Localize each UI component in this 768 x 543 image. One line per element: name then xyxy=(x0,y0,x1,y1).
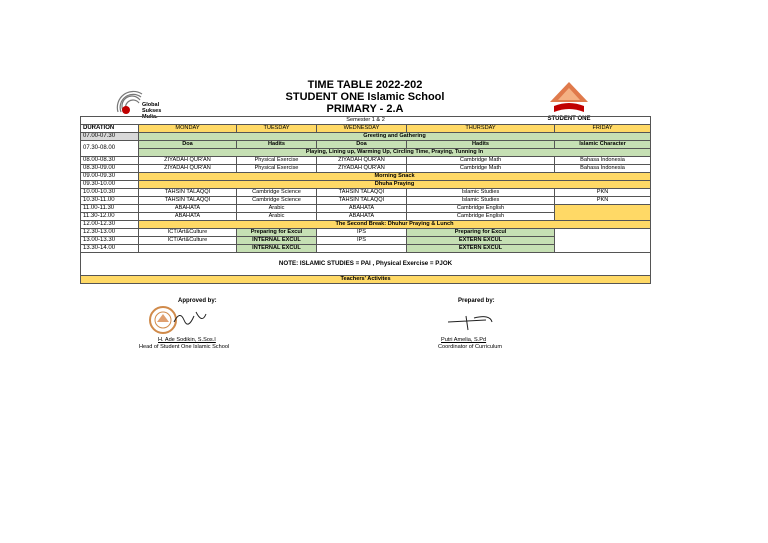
subject-cell: Cambridge English xyxy=(407,213,555,221)
subject-cell: ZIYADAH QUR'AN xyxy=(139,157,237,165)
head-name: H. Ade Sodikin, S.Sos.I xyxy=(158,337,216,343)
col-monday: MONDAY xyxy=(139,125,237,133)
subject-cell: ZIYADAH QUR'AN xyxy=(317,165,407,173)
activity-cell: Doa xyxy=(139,141,237,149)
subject-cell: ABAHATA xyxy=(317,205,407,213)
col-duration: DURATION xyxy=(81,125,139,133)
subject-cell: Physical Exercise xyxy=(237,157,317,165)
coordinator-name: Putri Amelia, S.Pd xyxy=(441,337,487,343)
header-row xyxy=(81,125,651,133)
subject-cell: Bahasa Indonesia xyxy=(555,165,651,173)
note-row xyxy=(81,253,651,276)
empty-friday-cell xyxy=(555,229,651,253)
excul-cell: Preparing for Excul xyxy=(237,229,317,237)
semester-row xyxy=(81,117,651,125)
duration-cell: 12.00-12.30 xyxy=(81,221,139,229)
empty-friday-cell xyxy=(555,205,651,221)
subject-cell: TAHSIN TALAQQI xyxy=(139,189,237,197)
head-signature-icon xyxy=(172,308,212,328)
subject-cell: ZIYADAH QUR'AN xyxy=(139,165,237,173)
title-block xyxy=(240,79,490,115)
col-wednesday: WEDNESDAY xyxy=(317,125,407,133)
duration-cell: 12.30-13.00 xyxy=(81,229,139,237)
subject-cell: Islamic Studies xyxy=(407,189,555,197)
logo-caption: STUDENT ONE xyxy=(547,116,591,122)
coordinator-role: Coordinator of Curriculum xyxy=(438,344,503,350)
duration-cell: 09.00-09.30 xyxy=(81,173,139,181)
duration-cell: 13.00-13.30 xyxy=(81,237,139,245)
subject-cell: Cambridge Math xyxy=(407,157,555,165)
subject-cell: TAHSIN TALAQQI xyxy=(317,197,407,205)
school-name: STUDENT ONE Islamic School xyxy=(285,91,445,103)
subject-cell: ICT/Art&Culture xyxy=(139,237,237,245)
activity-cell: Morning Snack xyxy=(139,173,651,181)
table-row xyxy=(81,157,651,165)
subject-cell: Cambridge Science xyxy=(237,189,317,197)
excul-cell: EXTERN EXCUL xyxy=(407,237,555,245)
table-row xyxy=(81,197,651,205)
subject-cell: IPS xyxy=(317,229,407,237)
duration-cell: 07.30-08.00 xyxy=(81,141,139,157)
coordinator-signature-icon xyxy=(446,312,496,332)
logo-text-line-3: Mulia. xyxy=(142,114,158,120)
activity-cell: Doa xyxy=(317,141,407,149)
col-thursday: THURSDAY xyxy=(407,125,555,133)
duration-cell: 10.30-11.00 xyxy=(81,197,139,205)
col-tuesday: TUESDAY xyxy=(237,125,317,133)
teachers-activities-row xyxy=(81,276,651,284)
timetable xyxy=(80,116,651,284)
table-row xyxy=(81,229,651,237)
duration-cell: 13.30-14.00 xyxy=(81,245,139,253)
subject-cell: ABAHATA xyxy=(317,213,407,221)
empty-cell xyxy=(139,245,237,253)
subject-cell: PKN xyxy=(555,189,651,197)
duration-cell: 07.00-07.30 xyxy=(81,133,139,141)
duration-cell: 10.00-10.30 xyxy=(81,189,139,197)
duration-cell: 11.30-12.00 xyxy=(81,213,139,221)
duration-cell: 08.30-09.00 xyxy=(81,165,139,173)
subject-cell: Arabic xyxy=(237,213,317,221)
approved-by-label: Approved by: xyxy=(178,298,217,304)
table-row xyxy=(81,205,651,213)
subject-cell: PKN xyxy=(555,197,651,205)
table-row xyxy=(81,141,651,149)
duration-cell: 08.00-08.30 xyxy=(81,157,139,165)
head-role: Head of Student One Islamic School xyxy=(139,344,230,350)
excul-cell: INTERNAL EXCUL xyxy=(237,237,317,245)
subject-cell: IPS xyxy=(317,237,407,245)
activity-cell: Hadits xyxy=(407,141,555,149)
subject-cell: ABAHATA xyxy=(139,213,237,221)
subject-cell: TAHSIN TALAQQI xyxy=(139,197,237,205)
activity-cell: The Second Break: Dhuhur Praying & Lunch xyxy=(139,221,651,229)
subject-cell: Bahasa Indonesia xyxy=(555,157,651,165)
prepared-by-label: Prepared by: xyxy=(458,298,495,304)
subject-cell: Arabic xyxy=(237,205,317,213)
subject-cell: Physical Exercise xyxy=(237,165,317,173)
subject-cell: Cambridge Science xyxy=(237,197,317,205)
table-row xyxy=(81,173,651,181)
semester-label: Semester 1 & 2 xyxy=(81,117,651,125)
col-friday: FRIDAY xyxy=(555,125,651,133)
logo-text-line-1: Global xyxy=(142,102,160,108)
subject-cell: TAHSIN TALAQQI xyxy=(317,189,407,197)
duration-cell: 11.00-11.30 xyxy=(81,205,139,213)
subject-cell: Cambridge English xyxy=(407,205,555,213)
excul-cell: Preparing for Excul xyxy=(407,229,555,237)
table-row xyxy=(81,189,651,197)
activity-cell: Dhuha Praying xyxy=(139,181,651,189)
table-row xyxy=(81,181,651,189)
empty-cell xyxy=(317,245,407,253)
duration-cell: 09.30-10.00 xyxy=(81,181,139,189)
table-row xyxy=(81,149,651,157)
activity-cell: Hadits xyxy=(237,141,317,149)
table-row xyxy=(81,165,651,173)
table-row xyxy=(81,221,651,229)
note-text: NOTE: ISLAMIC STUDIES = PAI , Physical Exercise = PJOK xyxy=(81,253,651,276)
table-row xyxy=(81,133,651,141)
subject-cell: ICT/Art&Culture xyxy=(139,229,237,237)
activity-cell: Islamic Character xyxy=(555,141,651,149)
subject-cell: ZIYADAH QUR'AN xyxy=(317,157,407,165)
subject-cell: Islamic Studies xyxy=(407,197,555,205)
class-name: PRIMARY - 2.A xyxy=(326,103,404,115)
subject-cell: Cambridge Math xyxy=(407,165,555,173)
excul-cell: INTERNAL EXCUL xyxy=(237,245,317,253)
excul-cell: EXTERN EXCUL xyxy=(407,245,555,253)
timetable-title: TIME TABLE 2022-202 xyxy=(307,79,423,91)
subject-cell: ABAHATA xyxy=(139,205,237,213)
activity-cell: Greeting and Gathering xyxy=(139,133,651,141)
logo-text-line-2: Sukses xyxy=(142,108,162,114)
activity-cell: Playing, Lining up, Warming Up, Circling Time, Praying, Tunning In xyxy=(139,149,651,157)
teachers-activities-label: Teachers' Activites xyxy=(81,276,651,284)
